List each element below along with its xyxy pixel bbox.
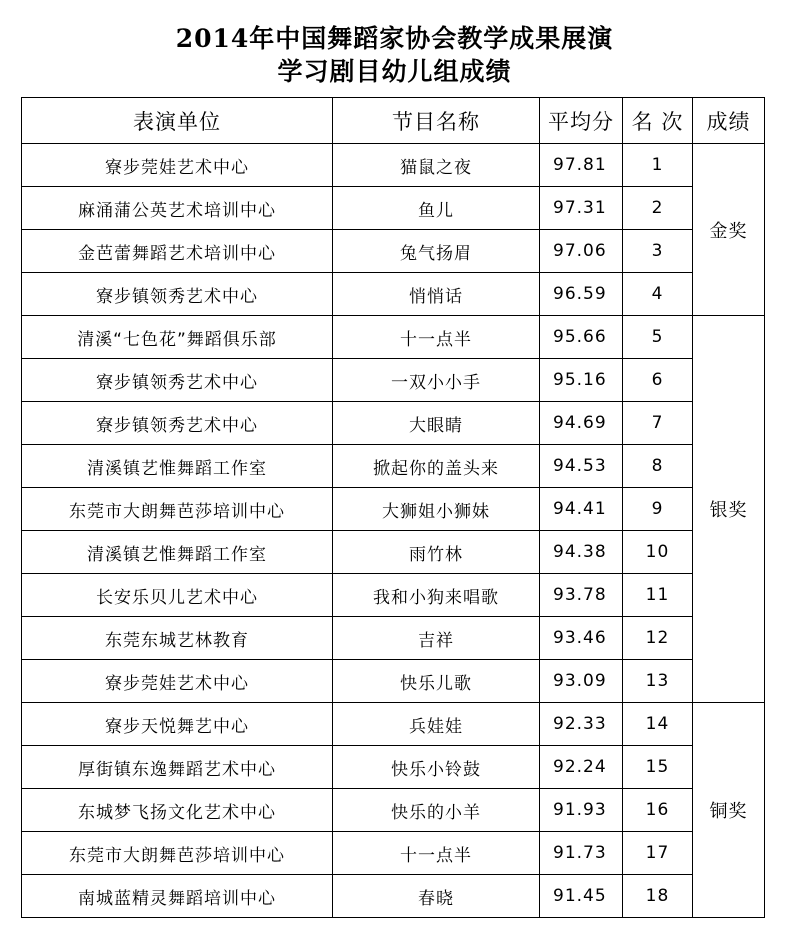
cell-unit: 寮步莞娃艺术中心 xyxy=(22,660,333,703)
cell-unit: 清溪“七色花”舞蹈俱乐部 xyxy=(22,316,333,359)
cell-rank: 14 xyxy=(623,703,693,746)
table-row xyxy=(22,746,765,789)
cell-score: 92.24 xyxy=(540,746,623,789)
cell-program: 十一点半 xyxy=(333,832,540,875)
header-unit: 表演单位 xyxy=(22,98,333,144)
cell-unit: 东城梦飞扬文化艺术中心 xyxy=(22,789,333,832)
table-row xyxy=(22,316,765,359)
title-line-1: 2014年中国舞蹈家协会教学成果展演 xyxy=(175,24,614,53)
cell-rank: 5 xyxy=(623,316,693,359)
cell-program: 大狮姐小狮妹 xyxy=(333,488,540,531)
cell-program: 兔气扬眉 xyxy=(333,230,540,273)
cell-rank: 18 xyxy=(623,875,693,918)
cell-rank: 3 xyxy=(623,230,693,273)
cell-rank: 11 xyxy=(623,574,693,617)
cell-score: 93.78 xyxy=(540,574,623,617)
table-row xyxy=(22,144,765,187)
cell-score: 92.33 xyxy=(540,703,623,746)
cell-program: 鱼儿 xyxy=(333,187,540,230)
cell-rank: 9 xyxy=(623,488,693,531)
cell-rank: 16 xyxy=(623,789,693,832)
document-title xyxy=(0,22,789,88)
table-row xyxy=(22,703,765,746)
cell-rank: 10 xyxy=(623,531,693,574)
table-row xyxy=(22,832,765,875)
table-row xyxy=(22,660,765,703)
cell-program: 快乐儿歌 xyxy=(333,660,540,703)
header-row xyxy=(22,98,765,144)
cell-unit: 清溪镇艺惟舞蹈工作室 xyxy=(22,531,333,574)
cell-program: 春晓 xyxy=(333,875,540,918)
cell-score: 95.66 xyxy=(540,316,623,359)
cell-rank: 8 xyxy=(623,445,693,488)
cell-score: 96.59 xyxy=(540,273,623,316)
cell-rank: 7 xyxy=(623,402,693,445)
cell-program: 兵娃娃 xyxy=(333,703,540,746)
cell-score: 97.31 xyxy=(540,187,623,230)
cell-unit: 长安乐贝儿艺术中心 xyxy=(22,574,333,617)
cell-score: 97.06 xyxy=(540,230,623,273)
cell-program: 猫鼠之夜 xyxy=(333,144,540,187)
cell-program: 大眼睛 xyxy=(333,402,540,445)
cell-unit: 清溪镇艺惟舞蹈工作室 xyxy=(22,445,333,488)
cell-unit: 东莞东城艺林教育 xyxy=(22,617,333,660)
cell-score: 94.53 xyxy=(540,445,623,488)
cell-rank: 13 xyxy=(623,660,693,703)
cell-program: 一双小小手 xyxy=(333,359,540,402)
cell-score: 91.73 xyxy=(540,832,623,875)
cell-unit: 寮步莞娃艺术中心 xyxy=(22,144,333,187)
cell-unit: 厚街镇东逸舞蹈艺术中心 xyxy=(22,746,333,789)
cell-score: 94.38 xyxy=(540,531,623,574)
award-bronze: 铜奖 xyxy=(693,703,765,918)
table-row xyxy=(22,359,765,402)
cell-program: 雨竹林 xyxy=(333,531,540,574)
cell-rank: 6 xyxy=(623,359,693,402)
cell-program: 我和小狗来唱歌 xyxy=(333,574,540,617)
cell-program: 快乐的小羊 xyxy=(333,789,540,832)
cell-score: 91.45 xyxy=(540,875,623,918)
table-row xyxy=(22,789,765,832)
cell-program: 掀起你的盖头来 xyxy=(333,445,540,488)
cell-program: 快乐小铃鼓 xyxy=(333,746,540,789)
table-row xyxy=(22,531,765,574)
header-score: 平均分 xyxy=(540,98,623,144)
title-line-2: 学习剧目幼儿组成绩 xyxy=(277,57,512,86)
cell-score: 93.09 xyxy=(540,660,623,703)
cell-unit: 寮步天悦舞艺中心 xyxy=(22,703,333,746)
cell-rank: 17 xyxy=(623,832,693,875)
table-row xyxy=(22,445,765,488)
cell-unit: 麻涌蒲公英艺术培训中心 xyxy=(22,187,333,230)
cell-score: 95.16 xyxy=(540,359,623,402)
cell-unit: 金芭蕾舞蹈艺术培训中心 xyxy=(22,230,333,273)
cell-unit: 东莞市大朗舞芭莎培训中心 xyxy=(22,832,333,875)
table-row xyxy=(22,488,765,531)
cell-unit: 南城蓝精灵舞蹈培训中心 xyxy=(22,875,333,918)
table-row xyxy=(22,875,765,918)
cell-score: 93.46 xyxy=(540,617,623,660)
table-row xyxy=(22,187,765,230)
table-row xyxy=(22,273,765,316)
cell-score: 94.41 xyxy=(540,488,623,531)
table-row xyxy=(22,617,765,660)
award-gold: 金奖 xyxy=(693,144,765,316)
results-table xyxy=(21,97,765,918)
table-row xyxy=(22,574,765,617)
table-row xyxy=(22,402,765,445)
cell-rank: 15 xyxy=(623,746,693,789)
header-program: 节目名称 xyxy=(333,98,540,144)
header-award: 成绩 xyxy=(693,98,765,144)
cell-score: 91.93 xyxy=(540,789,623,832)
cell-rank: 12 xyxy=(623,617,693,660)
cell-rank: 4 xyxy=(623,273,693,316)
cell-rank: 1 xyxy=(623,144,693,187)
header-rank: 名 次 xyxy=(623,98,693,144)
cell-unit: 寮步镇领秀艺术中心 xyxy=(22,402,333,445)
cell-rank: 2 xyxy=(623,187,693,230)
cell-unit: 东莞市大朗舞芭莎培训中心 xyxy=(22,488,333,531)
cell-score: 97.81 xyxy=(540,144,623,187)
cell-program: 吉祥 xyxy=(333,617,540,660)
cell-unit: 寮步镇领秀艺术中心 xyxy=(22,359,333,402)
cell-program: 悄悄话 xyxy=(333,273,540,316)
cell-unit: 寮步镇领秀艺术中心 xyxy=(22,273,333,316)
table-row xyxy=(22,230,765,273)
cell-score: 94.69 xyxy=(540,402,623,445)
award-silver: 银奖 xyxy=(693,316,765,703)
cell-program: 十一点半 xyxy=(333,316,540,359)
